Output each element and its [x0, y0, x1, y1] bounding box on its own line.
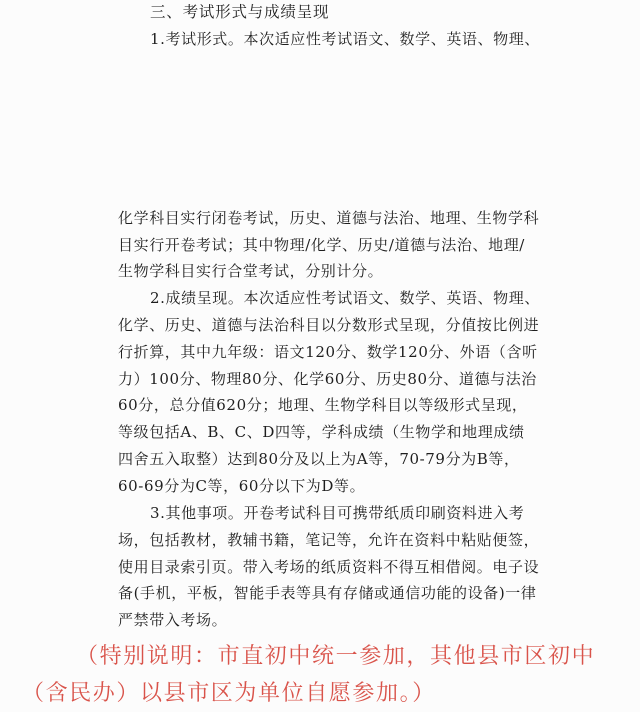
paragraph-score-line-2: 化学、历史、道德与法治科目以分数形式呈现，分值按比例进: [118, 316, 540, 334]
paragraph-score-line-7: 四舍五入取整）达到80分及以上为A等，70-79分为B等，: [118, 450, 520, 468]
section-heading: 三、考试形式与成绩呈现: [150, 3, 330, 21]
paragraph-other-line-5: 严禁带入考场。: [118, 611, 228, 629]
paragraph-exam-format-line-4: 生物学科目实行合堂考试，分别计分。: [118, 262, 384, 280]
paragraph-exam-format-line-1: 1.考试形式。本次适应性考试语文、数学、英语、物理、: [150, 30, 540, 48]
paragraph-score-line-8: 60-69分为C等，60分以下为D等。: [118, 477, 366, 495]
paragraph-score-line-6: 等级包括A、B、C、D四等，学科成绩（生物学和地理成绩: [118, 423, 525, 441]
paragraph-score-line-3: 行折算，其中九年级：语文120分、数学120分、外语（含听: [118, 343, 538, 361]
paragraph-score-line-4: 力）100分、物理80分、化学60分、历史80分、道德与法治: [118, 370, 537, 388]
paragraph-score-line-5: 60分，总分值620分；地理、生物学科目以等级形式呈现，: [118, 396, 528, 414]
paragraph-other-line-3: 使用目录索引页。带入考场的纸质资料不得互相借阅。电子设: [118, 558, 540, 576]
paragraph-score-line-1: 2.成绩呈现。本次适应性考试语文、数学、英语、物理、: [150, 289, 540, 307]
paragraph-other-line-2: 场，包括教材，教辅书籍，笔记等，允许在资料中粘贴便签，: [118, 531, 540, 549]
paragraph-other-line-1: 3.其他事项。开卷考试科目可携带纸质印刷资料进入考: [150, 504, 525, 522]
special-note-line-1: （特别说明：市直初中统一参加，其他县市区初中: [76, 644, 596, 669]
paragraph-exam-format-line-3: 目实行开卷考试；其中物理/化学、历史/道德与法治、地理/: [118, 236, 525, 254]
special-note-line-2: （含民办）以县市区为单位自愿参加。）: [22, 681, 436, 706]
paragraph-other-line-4: 备(手机，平板，智能手表等具有存储或通信功能的设备)一律: [118, 584, 537, 602]
paragraph-exam-format-line-2: 化学科目实行闭卷考试，历史、道德与法治、地理、生物学科: [118, 209, 540, 227]
